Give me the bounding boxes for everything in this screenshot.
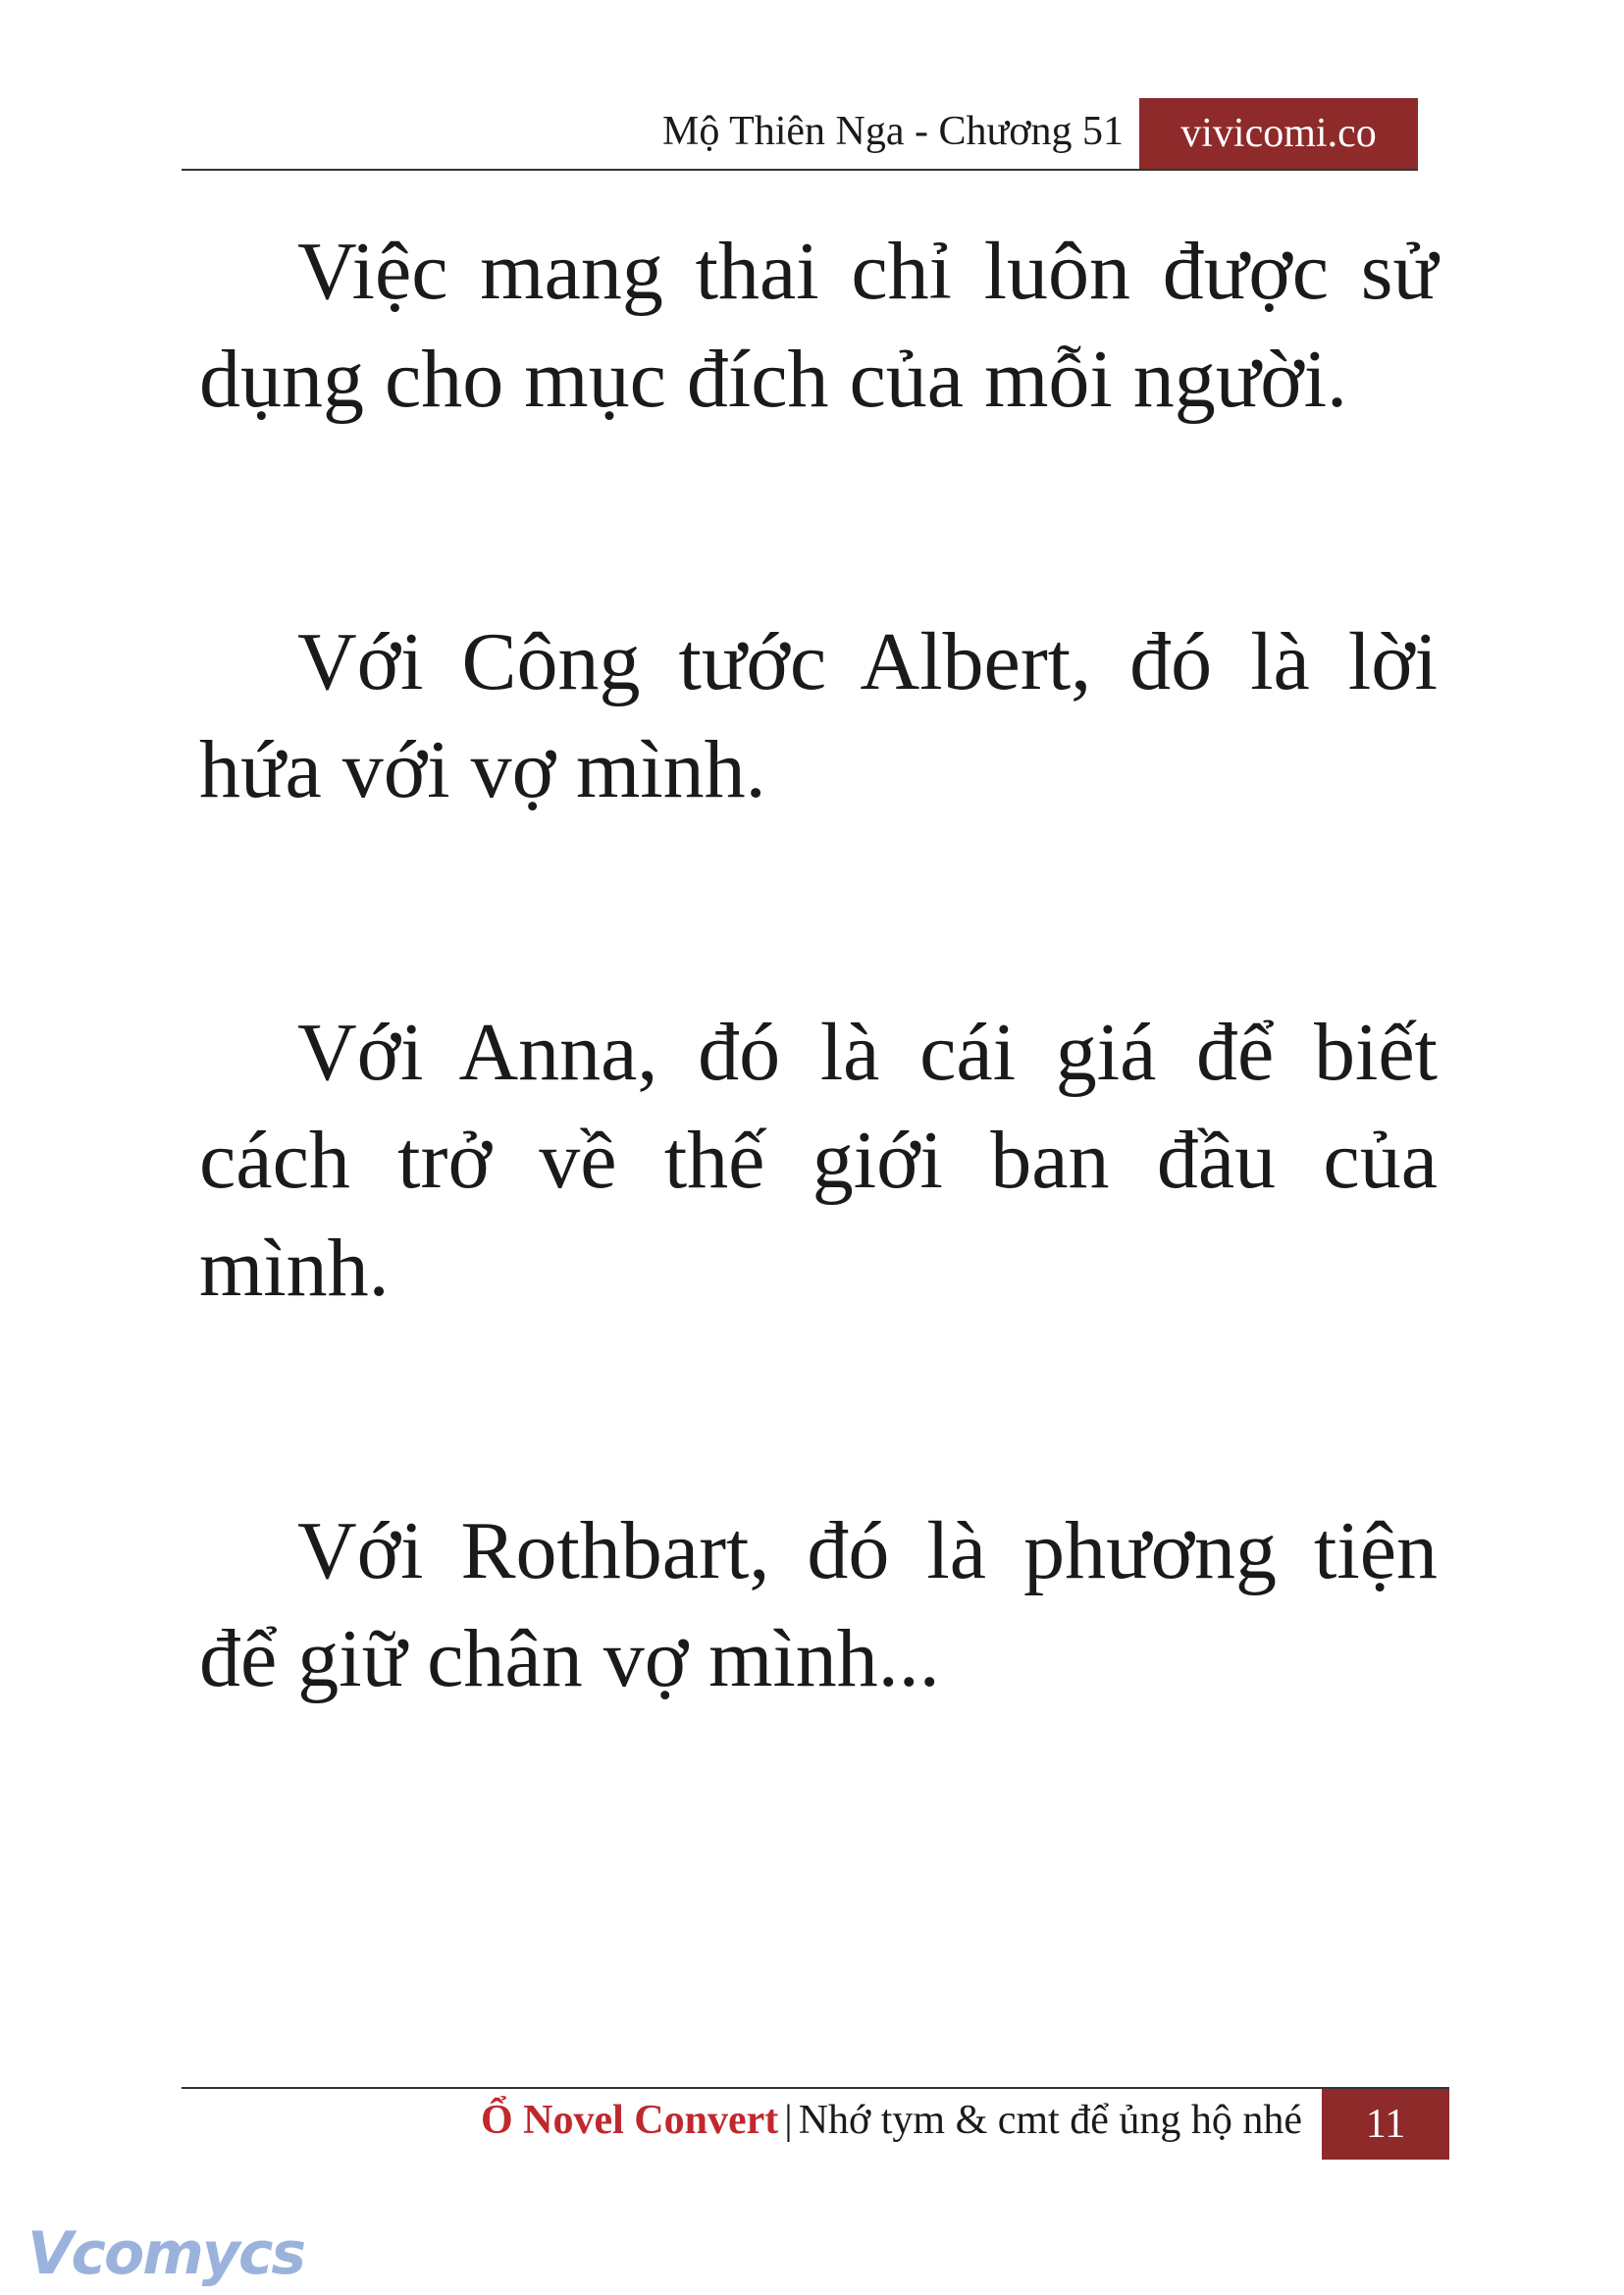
header-divider bbox=[182, 169, 1418, 171]
footer-text bbox=[481, 2097, 1302, 2144]
page-header bbox=[182, 98, 1418, 169]
watermark-logo: Vcomycs bbox=[27, 2219, 305, 2288]
footer-brand: Ổ Novel Convert bbox=[480, 2098, 779, 2143]
paragraph: Việc mang thai chỉ luôn được sử dụng cho mục đích của mỗi người. bbox=[199, 226, 1438, 425]
footer-message: Nhớ tym & cmt để ủng hộ nhé bbox=[798, 2098, 1302, 2143]
page-body bbox=[199, 218, 1438, 1888]
page-footer bbox=[182, 2089, 1449, 2160]
paragraph: Với Công tước Albert, đó là lời hứa với vợ mình. bbox=[199, 616, 1438, 815]
footer-separator: | bbox=[784, 2098, 793, 2143]
paragraph: Với Rothbart, đó là phương tiện để giữ chân vợ mình... bbox=[199, 1505, 1438, 1704]
chapter-title: Mộ Thiên Nga - Chương 51 bbox=[662, 109, 1124, 154]
site-badge: vivicomi.co bbox=[1139, 98, 1418, 169]
paragraph: Với Anna, đó là cái giá để biết cách trở về thế giới ban đầu của mình. bbox=[199, 1007, 1438, 1314]
page-number: 11 bbox=[1322, 2089, 1449, 2160]
